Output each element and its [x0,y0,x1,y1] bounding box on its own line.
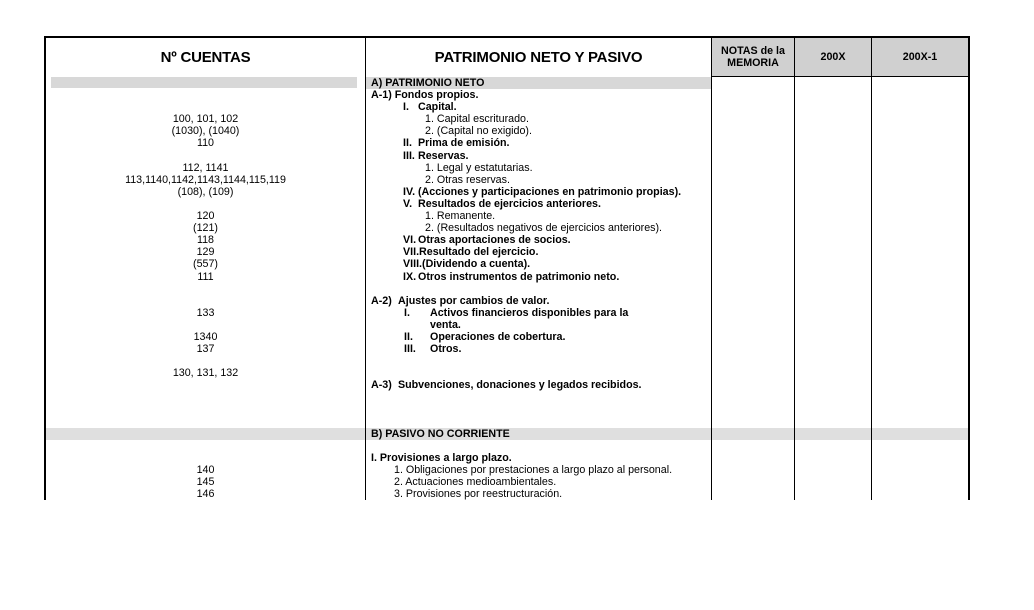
concept-line [366,198,711,210]
table-row [46,452,968,464]
notes-cell [712,367,795,379]
concept-line [366,101,711,113]
notes-cell [712,416,795,428]
concept-cell [366,222,712,234]
concept-cell [366,452,712,464]
table-row [46,234,968,246]
year-cell [795,476,872,488]
year-cell [795,271,872,283]
concept-cell [366,283,712,295]
account-codes-cell [46,89,366,101]
notes-cell [712,210,795,222]
account-codes-cell: 111 [46,271,366,283]
concept-cell [366,198,712,210]
concept-numeral: II. [404,330,413,343]
concept-line [366,307,711,319]
prev-year-cell [872,234,968,246]
prev-year-cell [872,319,968,331]
prev-year-cell [872,186,968,198]
prev-year-header: 200X-1 [872,38,968,77]
table-row [46,89,968,101]
notes-cell [712,295,795,307]
year-cell [795,331,872,343]
table-row [46,77,968,89]
prev-year-cell [872,343,968,355]
concept-cell [366,125,712,137]
table-row [46,222,968,234]
prev-year-cell [872,331,968,343]
concept-cell [366,186,712,198]
year-cell [795,150,872,162]
concept-cell [366,210,712,222]
year-cell [795,355,872,367]
table-row [46,162,968,174]
account-codes-cell: (108), (109) [46,186,366,198]
year-cell [795,404,872,416]
year-cell [795,367,872,379]
prev-year-cell [872,246,968,258]
concept-line [366,186,711,198]
prev-year-cell [872,307,968,319]
concept-numeral: V. [403,197,413,210]
table-row [46,307,968,319]
account-codes-cell: 100, 101, 102 [46,113,366,125]
notes-cell [712,319,795,331]
account-codes-cell [46,379,366,391]
table-row [46,379,968,391]
account-codes-cell [46,101,366,113]
table-row [46,113,968,125]
year-cell [795,198,872,210]
notes-cell [712,428,795,440]
account-codes-cell [46,355,366,367]
concept-cell [366,355,712,367]
concept-text: Reservas. [418,149,469,162]
account-codes-cell: 137 [46,343,366,355]
notes-cell [712,101,795,113]
prev-year-cell [872,258,968,270]
table-row [46,125,968,137]
concept-text: Activos financieros disponibles para la [430,306,629,319]
concept-header: PATRIMONIO NETO Y PASIVO [366,38,712,77]
concept-text: Subvenciones, donaciones y legados recibidos. [398,379,642,392]
account-codes-cell: 120 [46,210,366,222]
concept-cell [366,476,712,488]
prev-year-cell [872,379,968,391]
concept-text: Resultado del ejercicio. [419,246,539,259]
concept-cell [366,174,712,186]
year-cell [795,343,872,355]
concept-line [366,258,711,270]
prev-year-cell [872,488,968,500]
prev-year-cell [872,367,968,379]
table-row [46,416,968,428]
prev-year-cell [872,428,968,440]
prev-year-cell [872,174,968,186]
table-row [46,246,968,258]
account-codes-cell [46,404,366,416]
year-cell [795,234,872,246]
notes-cell [712,198,795,210]
prev-year-cell [872,89,968,101]
account-codes-cell: (121) [46,222,366,234]
account-codes-cell: 145 [46,476,366,488]
concept-numeral: IX. [403,270,417,283]
notes-cell [712,162,795,174]
concept-cell [366,319,712,331]
concept-text: Operaciones de cobertura. [430,330,566,343]
account-codes-cell [46,198,366,210]
prev-year-cell [872,283,968,295]
concept-line: B) PASIVO NO CORRIENTE [371,427,510,440]
table-row [46,283,968,295]
concept-numeral: A-3) [371,379,392,392]
notes-cell [712,307,795,319]
year-cell [795,391,872,403]
notes-cell [712,283,795,295]
prev-year-cell [872,355,968,367]
notes-cell [712,258,795,270]
concept-text: Resultados de ejercicios anteriores. [418,197,601,210]
account-codes-cell: (557) [46,258,366,270]
notes-cell [712,379,795,391]
concept-text: Ajustes por cambios de valor. [398,294,550,307]
notes-cell [712,404,795,416]
account-codes-cell [46,416,366,428]
section-band-strip [51,77,357,88]
concept-line [366,295,711,307]
concept-cell [366,464,712,476]
prev-year-cell [872,476,968,488]
concept-line [366,234,711,246]
prev-year-cell [872,210,968,222]
concept-cell [366,89,712,101]
concept-text: Otros instrumentos de patrimonio neto. [418,270,620,283]
account-codes-cell [46,391,366,403]
account-codes-cell [46,295,366,307]
year-cell [795,125,872,137]
account-codes-cell [46,283,366,295]
concept-line [366,137,711,149]
prev-year-cell [872,464,968,476]
year-cell [795,319,872,331]
concept-line: 1. Obligaciones por prestaciones a largo plazo al personal. [394,464,673,476]
table-row [46,186,968,198]
account-codes-cell: 133 [46,307,366,319]
account-codes-cell [46,150,366,162]
account-codes-cell: 130, 131, 132 [46,367,366,379]
prev-year-cell [872,440,968,452]
table-row [46,137,968,149]
prev-year-cell [872,137,968,149]
concept-line: 2. Otras reservas. [425,173,510,186]
balance-sheet-table [44,36,970,500]
notes-cell [712,113,795,125]
concept-cell [366,137,712,149]
prev-year-cell [872,271,968,283]
table-row [46,198,968,210]
account-codes-cell [46,428,366,440]
table-row [46,428,968,440]
year-cell [795,246,872,258]
concept-numeral: A-2) [371,294,392,307]
year-cell [795,379,872,391]
year-cell [795,174,872,186]
table-row [46,271,968,283]
account-codes-cell: 1340 [46,331,366,343]
concept-line: I. Provisiones a largo plazo. [371,451,512,464]
concept-line: 2. (Resultados negativos de ejercicios anteriores). [425,222,663,235]
notes-cell [712,452,795,464]
notes-cell [712,246,795,258]
concept-line: A) PATRIMONIO NETO [371,77,485,89]
year-header: 200X [795,38,872,77]
year-cell [795,89,872,101]
account-codes-cell [46,319,366,331]
year-cell [795,488,872,500]
concept-cell [366,101,712,113]
concept-cell [366,343,712,355]
notes-header: NOTAS de la MEMORIA [712,38,795,77]
prev-year-cell [872,101,968,113]
account-codes-cell: (1030), (1040) [46,125,366,137]
concept-cell [366,77,712,89]
concept-text: Otras aportaciones de socios. [418,234,571,247]
notes-cell [712,355,795,367]
year-cell [795,283,872,295]
concept-cell [366,113,712,125]
prev-year-cell [872,162,968,174]
notes-cell [712,137,795,149]
year-cell [795,464,872,476]
concept-numeral: VIII. [403,258,423,271]
notes-cell [712,125,795,137]
account-codes-cell: 118 [46,234,366,246]
concept-numeral: VII. [403,246,420,259]
concept-numeral: II. [403,137,412,150]
table-row [46,319,968,331]
table-row [46,440,968,452]
prev-year-cell [872,222,968,234]
notes-cell [712,391,795,403]
concept-cell [366,428,712,440]
year-cell [795,77,872,89]
year-cell [795,113,872,125]
table-row [46,258,968,270]
concept-numeral: IV. [403,185,416,198]
table-row [46,343,968,355]
table-row [46,476,968,488]
table-row [46,391,968,403]
concept-line [366,331,711,343]
notes-cell [712,464,795,476]
notes-cell [712,440,795,452]
year-cell [795,222,872,234]
table-row [46,355,968,367]
notes-cell [712,174,795,186]
concept-line [366,379,711,391]
table-row [46,464,968,476]
concept-line: 1. Capital escriturado. [425,113,529,126]
concept-cell [366,246,712,258]
concept-cell [366,271,712,283]
account-codes-cell: 113,1140,1142,1143,1144,115,119 [46,174,366,186]
notes-cell [712,234,795,246]
account-codes-cell: 146 [46,488,366,500]
year-cell [795,452,872,464]
concept-line: venta. [430,318,461,331]
prev-year-cell [872,113,968,125]
notes-cell [712,77,795,89]
concept-text: (Dividendo a cuenta). [422,258,531,271]
concept-cell [366,307,712,319]
concept-cell [366,234,712,246]
year-cell [795,210,872,222]
concept-numeral: III. [403,149,415,162]
concept-text: (Acciones y participaciones en patrimonio propias). [418,185,682,198]
year-cell [795,307,872,319]
year-cell [795,295,872,307]
account-codes-cell [46,440,366,452]
table-row [46,331,968,343]
account-codes-cell: 129 [46,246,366,258]
notes-cell [712,343,795,355]
concept-cell [366,391,712,403]
account-codes-cell: 112, 1141 [46,162,366,174]
prev-year-cell [872,404,968,416]
concept-cell [366,379,712,391]
table-header-row [46,38,968,77]
concept-line: 3. Provisiones por reestructuración. [394,488,563,501]
concept-line: 1. Legal y estatutarias. [425,161,533,174]
prev-year-cell [872,391,968,403]
year-cell [795,137,872,149]
concept-cell [366,404,712,416]
prev-year-cell [872,125,968,137]
prev-year-cell [872,452,968,464]
concept-text: Capital. [418,101,457,114]
concept-line: 2. (Capital no exigido). [425,125,532,138]
concept-cell [366,367,712,379]
concept-text: Prima de emisión. [418,137,510,150]
table-row [46,150,968,162]
account-codes-cell [46,77,366,89]
concept-cell [366,488,712,500]
concept-line [366,150,711,162]
concept-cell [366,416,712,428]
concept-numeral: I. [404,306,410,319]
year-cell [795,101,872,113]
concept-text: Otros. [430,343,462,356]
concept-line [366,246,711,258]
prev-year-cell [872,416,968,428]
prev-year-cell [872,150,968,162]
concept-numeral: I. [403,101,409,114]
account-codes-cell: 110 [46,137,366,149]
concept-cell [366,150,712,162]
prev-year-cell [872,77,968,89]
table-row [46,174,968,186]
table-row [46,295,968,307]
notes-cell [712,186,795,198]
concept-line [366,271,711,283]
table-row [46,210,968,222]
table-body [46,77,968,500]
concept-line [366,343,711,355]
concept-line: 2. Actuaciones medioambientales. [394,476,557,489]
concept-line: 1. Remanente. [425,210,496,223]
prev-year-cell [872,295,968,307]
table-row [46,488,968,500]
table-row [46,404,968,416]
concept-numeral: III. [404,343,416,356]
table-row [46,367,968,379]
year-cell [795,440,872,452]
accounts-header: Nº CUENTAS [46,38,366,77]
notes-cell [712,271,795,283]
account-codes-cell [46,452,366,464]
account-codes-cell: 140 [46,464,366,476]
concept-numeral: VI. [403,234,417,247]
year-cell [795,428,872,440]
year-cell [795,186,872,198]
notes-cell [712,222,795,234]
year-cell [795,162,872,174]
notes-cell [712,89,795,101]
concept-cell [366,295,712,307]
notes-cell [712,476,795,488]
prev-year-cell [872,198,968,210]
notes-cell [712,488,795,500]
year-cell [795,416,872,428]
table-row [46,101,968,113]
concept-cell [366,331,712,343]
concept-cell [366,440,712,452]
concept-cell [366,162,712,174]
year-cell [795,258,872,270]
notes-cell [712,331,795,343]
concept-cell [366,258,712,270]
concept-line: A-1) Fondos propios. [371,89,479,102]
notes-cell [712,150,795,162]
